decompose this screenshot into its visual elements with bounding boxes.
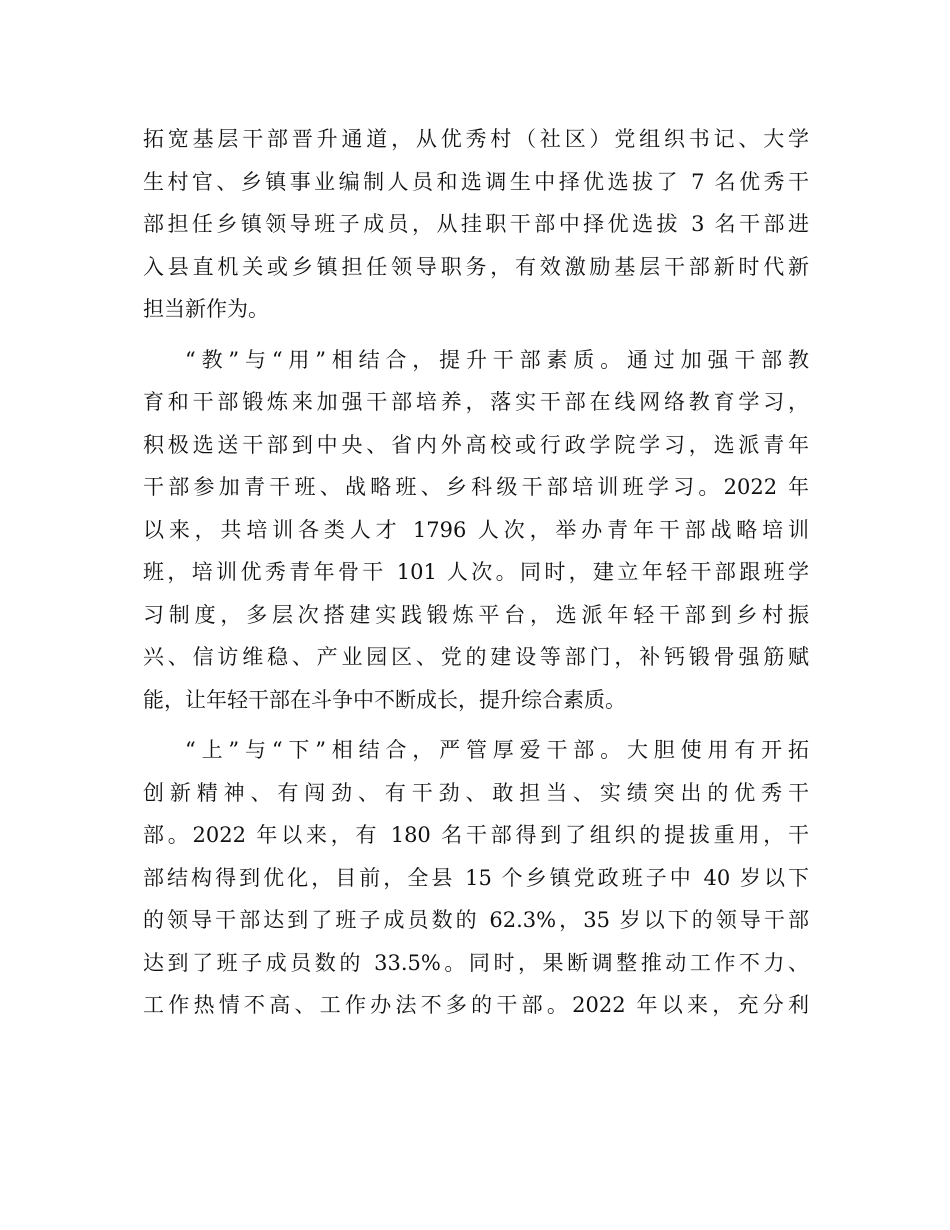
paragraph-2 [143,339,809,722]
text-line: 担当新作为。 [143,297,269,321]
paragraph-gap [143,331,809,339]
body-text [143,118,809,1027]
text-line: 积极选送干部到中央、省内外高校或行政学院学习，选派青年 [143,432,809,457]
paragraph-3 [143,729,809,1027]
text-line: 的领导干部达到了班子成员数的 62.3%，35 岁以下的领导干部 [143,908,809,932]
text-line: 部。2022 年以来，有 180 名干部得到了组织的提拔重用，干 [143,823,809,847]
text-line: 班，培训优秀青年骨干 101 人次。同时，建立年轻干部跟班学 [143,560,809,584]
text-line: 入县直机关或乡镇担任领导职务，有效激励基层干部新时代新 [143,254,809,279]
text-line: “上”与“下”相结合，严管厚爱干部。大胆使用有开拓 [185,738,809,762]
text-line: 干部参加青干班、战略班、乡科级干部培训班学习。2022 年 [143,475,809,499]
text-line: “教”与“用”相结合，提升干部素质。通过加强干部教 [185,347,809,372]
text-line: 部担任乡镇领导班子成员，从挂职干部中择优选拔 3 名干部进 [143,212,809,236]
text-line: 拓宽基层干部晋升通道，从优秀村（社区）党组织书记、大学 [143,127,809,151]
paragraph-1 [143,118,809,331]
paragraph-gap [143,721,809,729]
text-line: 育和干部锻炼来加强干部培养，落实干部在线网络教育学习， [143,390,809,414]
text-line: 兴、信访维稳、产业园区、党的建设等部门，补钙锻骨强筋赋 [143,645,809,669]
text-line: 以来，共培训各类人才 1796 人次，举办青年干部战略培训 [143,517,809,542]
text-line: 部结构得到优化，目前，全县 15 个乡镇党政班子中 40 岁以下 [143,865,809,890]
text-line: 创新精神、有闯劲、有干劲、敢担当、实绩突出的优秀干 [143,780,809,805]
text-line: 生村官、乡镇事业编制人员和选调生中择优选拔了 7 名优秀干 [143,169,809,194]
text-line: 工作热情不高、工作办法不多的干部。2022 年以来，充分利 [143,993,809,1017]
text-line: 习制度，多层次搭建实践锻炼平台，选派年轻干部到乡村振 [143,602,809,627]
text-line: 达到了班子成员数的 33.5%。同时，果断调整推动工作不力、 [143,950,809,975]
text-line: 能，让年轻干部在斗争中不断成长，提升综合素质。 [143,687,626,712]
